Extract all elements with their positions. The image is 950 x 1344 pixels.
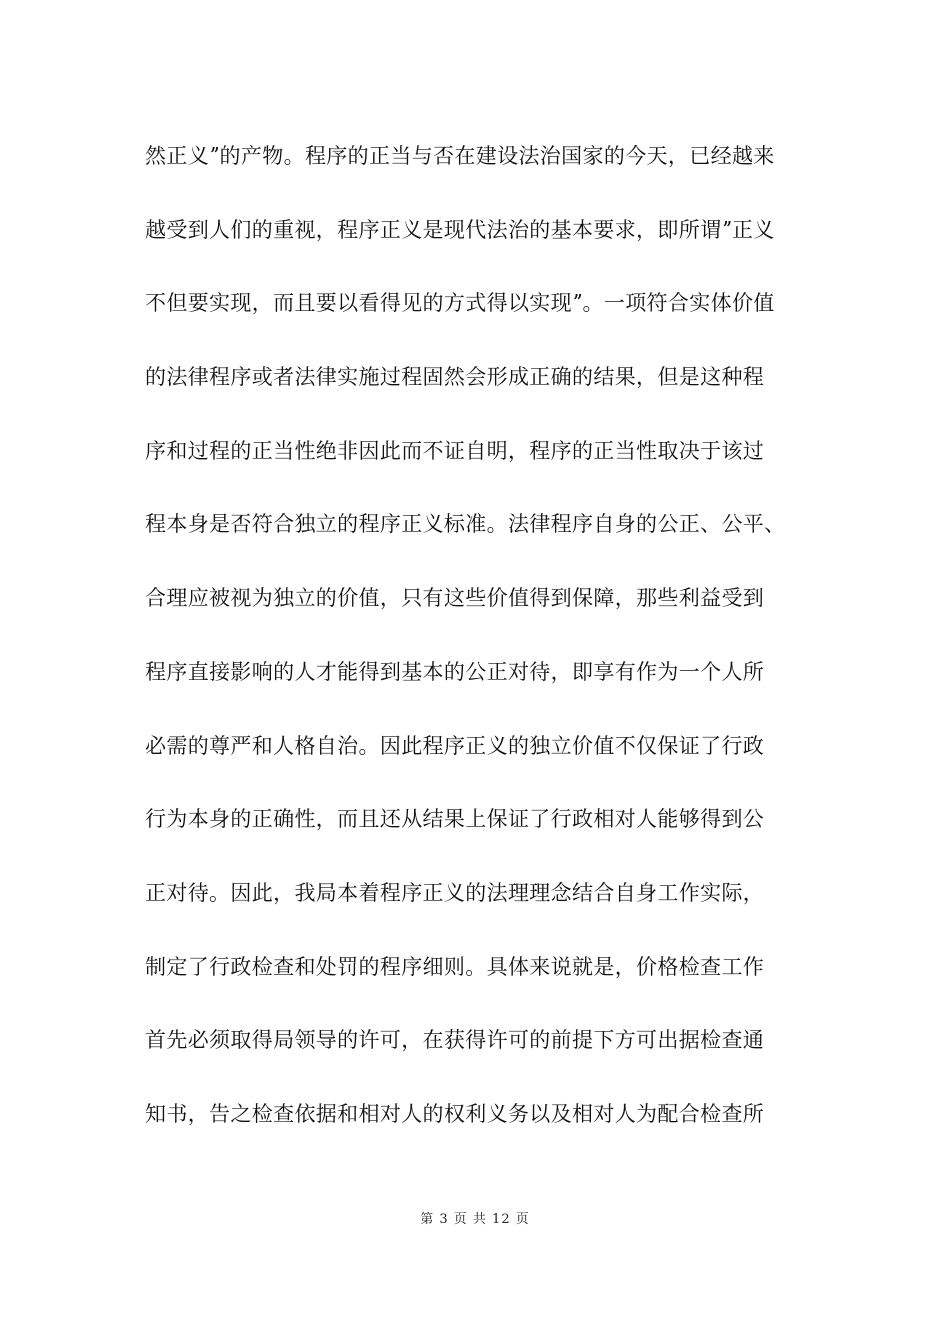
text-line: 不但要实现，而且要以看得见的方式得以实现ˮ。一项符合实体价值 [145, 291, 775, 316]
text-line: 的法律程序或者法律实施过程固然会形成正确的结果，但是这种程 [145, 365, 765, 390]
text-line: 然正义ˮ的产物。程序的正当与否在建设法治国家的今天，已经越来 [145, 144, 775, 168]
page-number-footer: 第 3 页 共 12 页 [420, 1212, 530, 1227]
text-line: 正对待。因此，我局本着程序正义的法理理念结合自身工作实际， [145, 880, 765, 905]
text-line: 知书，告之检查依据和相对人的权利义务以及相对人为配合检查所 [145, 1101, 765, 1126]
text-line: 程本身是否符合独立的程序正义标准。法律程序自身的公正、公平、 [145, 512, 786, 537]
text-line: 首先必须取得局领导的许可，在获得许可的前提下方可出据检查通 [145, 1028, 765, 1053]
text-line: 行为本身的正确性，而且还从结果上保证了行政相对人能够得到公 [145, 807, 765, 832]
text-line: 制定了行政检查和处罚的程序细则。具体来说就是，价格检查工作 [145, 954, 765, 979]
text-line: 越受到人们的重视，程序正义是现代法治的基本要求，即所谓ˮ正义 [145, 217, 775, 242]
text-line: 程序直接影响的人才能得到基本的公正对待，即享有作为一个人所 [145, 659, 765, 684]
text-line: 序和过程的正当性绝非因此而不证自明，程序的正当性取决于该过 [145, 438, 765, 463]
text-line: 合理应被视为独立的价值，只有这些价值得到保障，那些利益受到 [145, 586, 765, 611]
body-text [145, 136, 835, 1168]
text-line: 必需的尊严和人格自治。因此程序正义的独立价值不仅保证了行政 [145, 733, 765, 758]
